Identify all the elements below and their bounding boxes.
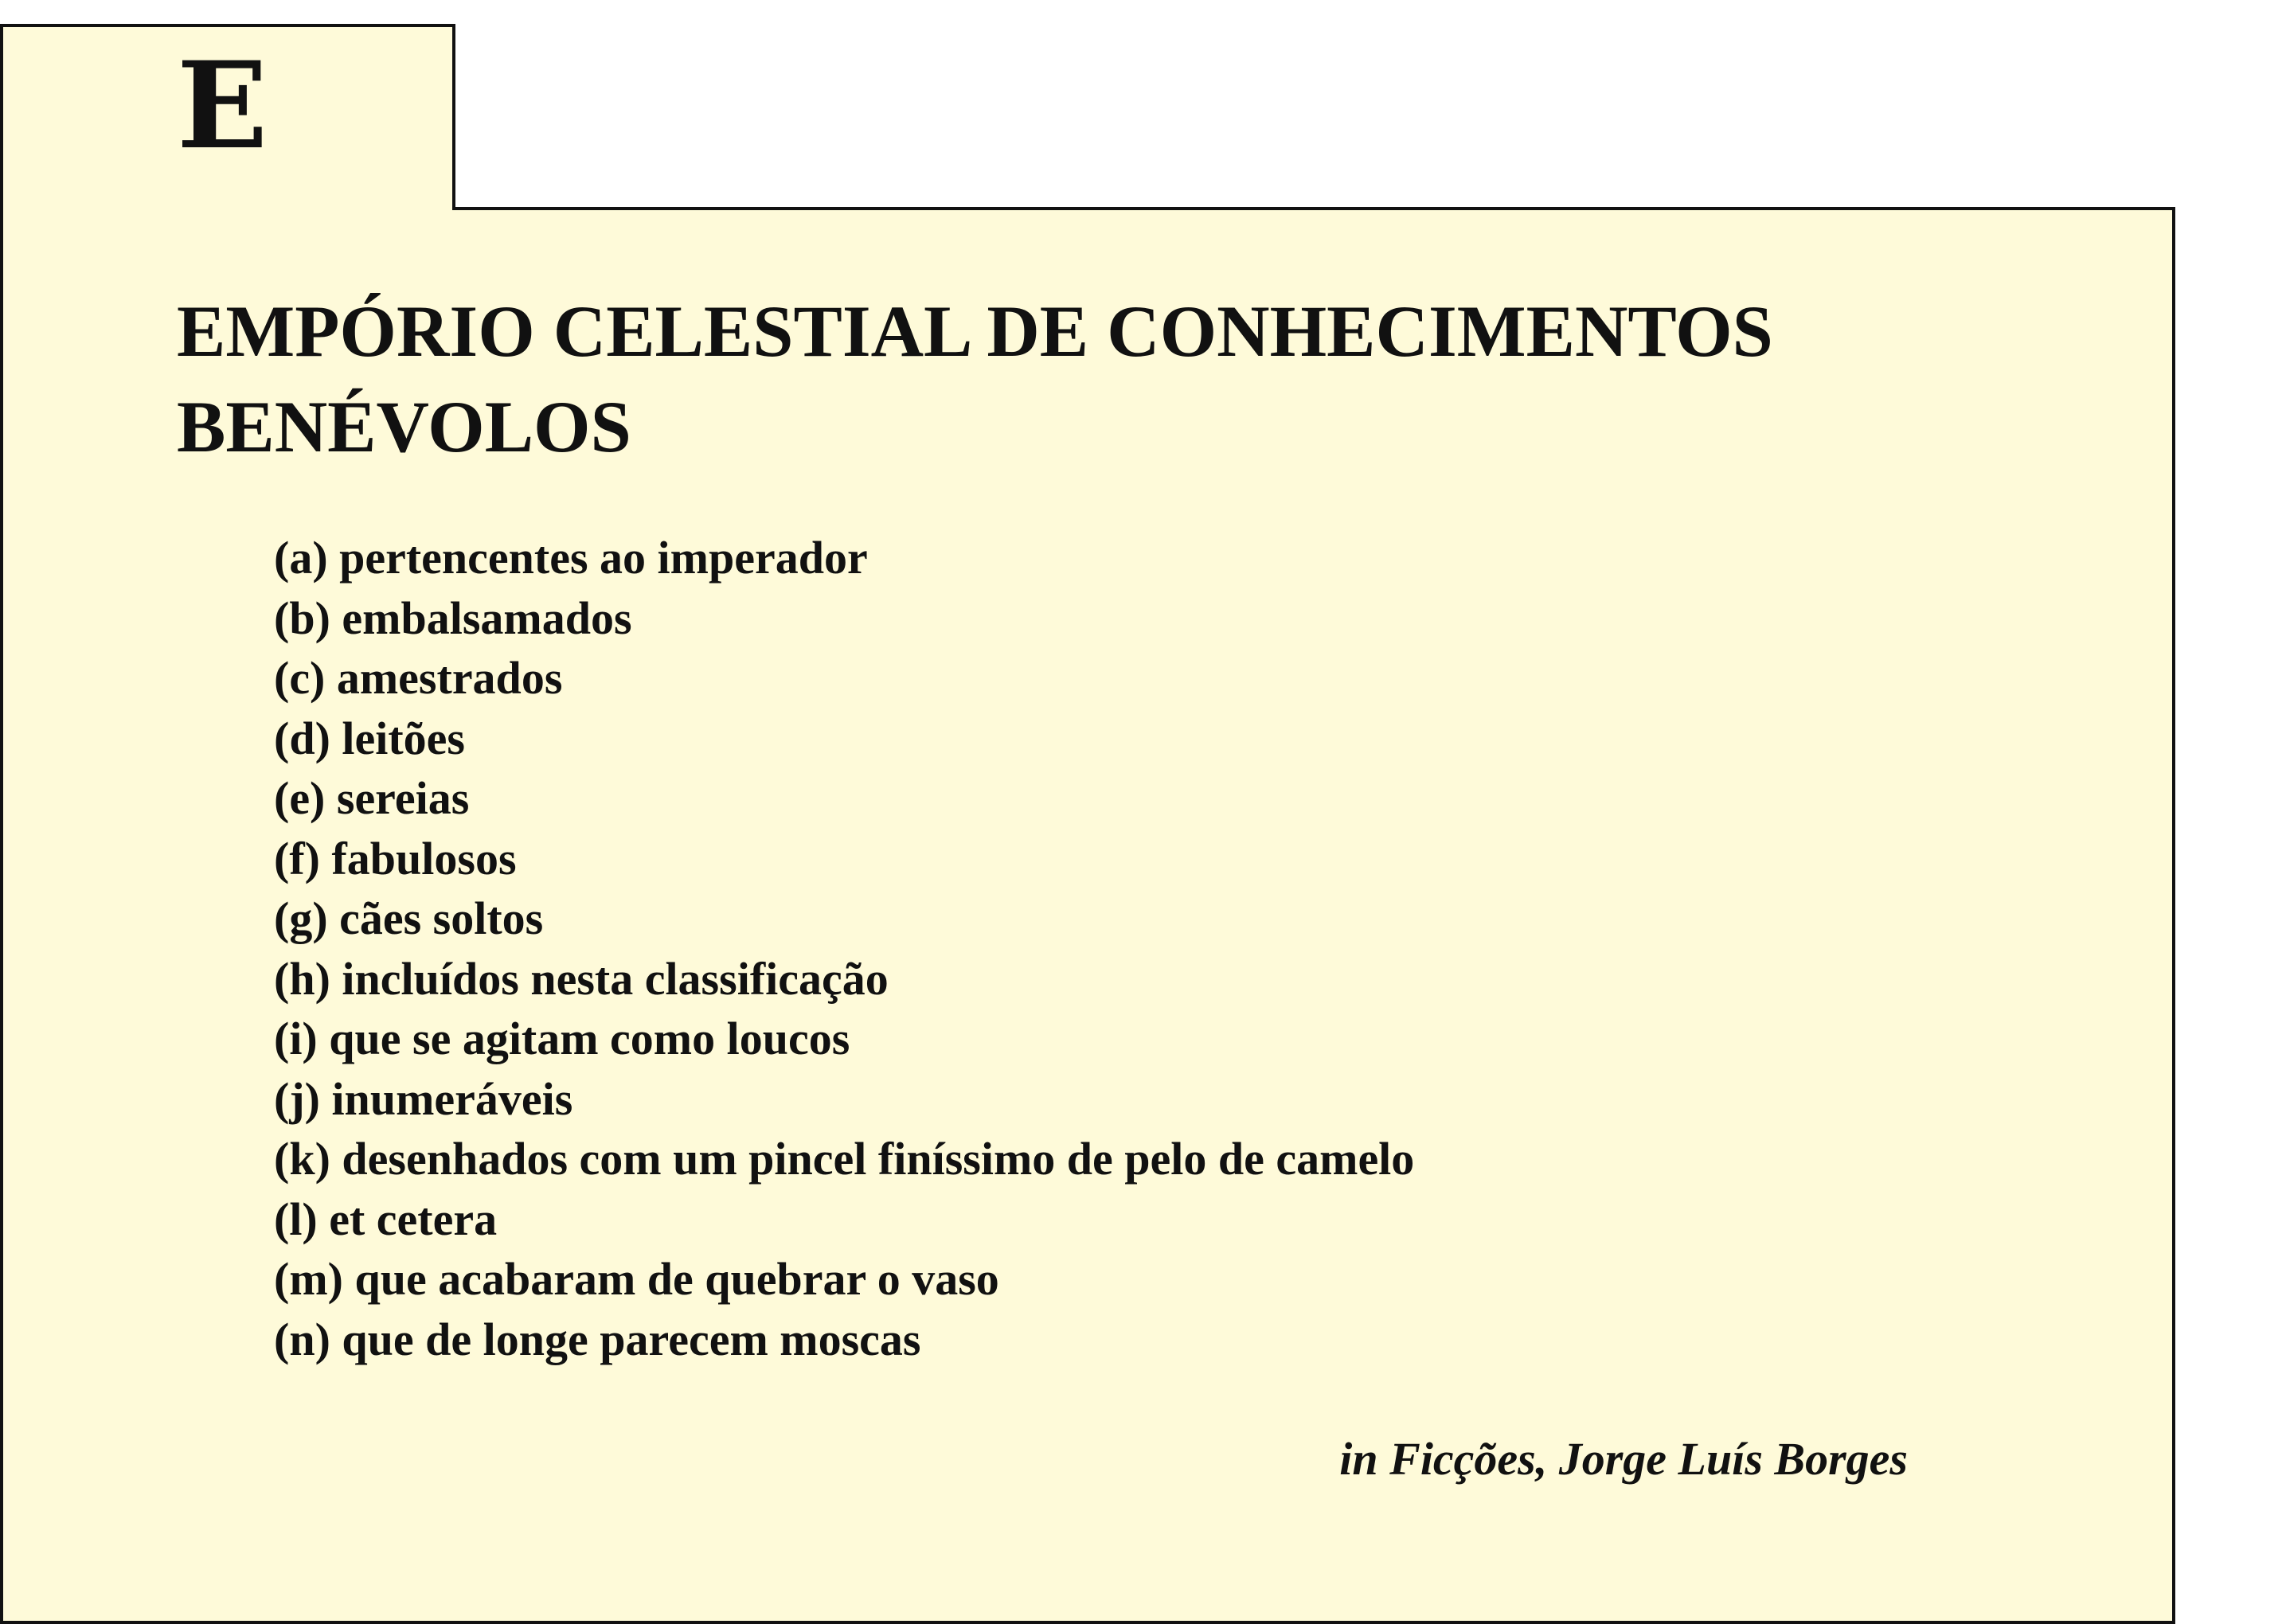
list-item: (f) fabulosos bbox=[274, 832, 517, 884]
list-item: (l) et cetera bbox=[274, 1193, 498, 1245]
list-item: (d) leitões bbox=[274, 712, 465, 764]
list-item: (j) inumeráveis bbox=[274, 1072, 573, 1125]
list-item: (b) embalsamados bbox=[274, 591, 632, 644]
tab-letter: E bbox=[177, 36, 268, 176]
list-item: (e) sereias bbox=[274, 772, 470, 824]
list-item: (i) que se agitam como loucos bbox=[274, 1013, 850, 1064]
list-item: (h) incluídos nesta classificação bbox=[274, 952, 889, 1005]
list-item: (a) pertencentes ao imperador bbox=[274, 532, 868, 584]
list-item: (c) amestrados bbox=[274, 652, 563, 704]
citation: in Ficções, Jorge Luís Borges bbox=[1339, 1433, 1908, 1485]
list-item: (g) cães soltos bbox=[274, 892, 544, 944]
card-title-line-1: EMPÓRIO CELESTIAL DE CONHECIMENTOS bbox=[177, 291, 1773, 372]
card-title-line-2: BENÉVOLOS bbox=[177, 386, 631, 467]
list-item: (n) que de longe parecem moscas bbox=[274, 1313, 921, 1365]
list-item: (k) desenhados com um pincel finíssimo de pelo de camelo bbox=[274, 1133, 1415, 1185]
classification-list bbox=[274, 528, 1414, 1369]
list-item: (m) que acabaram de quebrar o vaso bbox=[274, 1253, 999, 1305]
card-title bbox=[177, 283, 2008, 474]
